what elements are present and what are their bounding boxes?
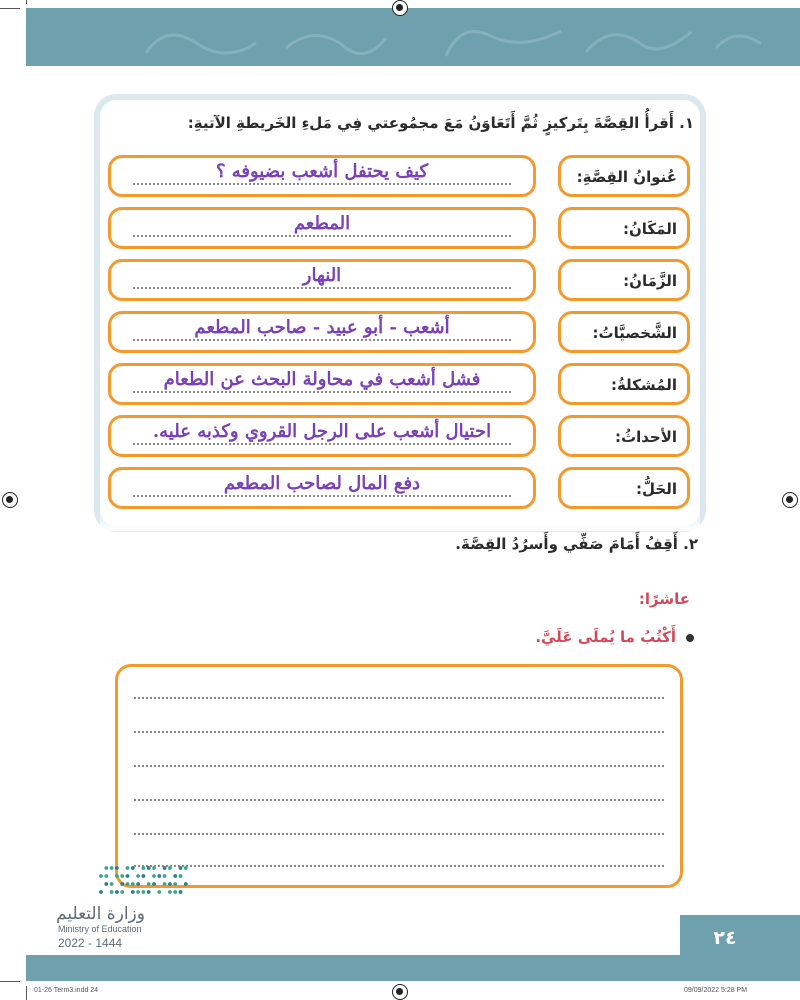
header-band (26, 8, 800, 66)
logo-dot (173, 890, 177, 894)
logo-dot (147, 866, 151, 870)
ministry-name-arabic: وزارة التعليم (56, 904, 145, 924)
label-problem: المُشكلةُ: (558, 363, 690, 405)
logo-dot (152, 866, 156, 870)
logo-dot (104, 882, 108, 886)
logo-dot (163, 874, 167, 878)
answer-text: فشل أشعب في محاولة البحث عن الطعام (163, 369, 481, 390)
logo-dot (152, 882, 156, 886)
label-time: الزَّمَانُ: (558, 259, 690, 301)
logo-dot (173, 882, 177, 886)
logo-dot (115, 866, 119, 870)
logo-dot (110, 890, 114, 894)
section-heading: عاشرًا: (638, 590, 690, 608)
logo-dot (126, 882, 130, 886)
answer-field-events[interactable] (108, 415, 536, 457)
writing-line[interactable] (134, 865, 664, 867)
footer-band (26, 955, 800, 981)
logo-dot (179, 874, 183, 878)
logo-dot (104, 874, 108, 878)
crop-mark (0, 8, 20, 9)
answer-field-characters[interactable] (108, 311, 536, 353)
logo-dot (142, 866, 146, 870)
answer-field-solution[interactable] (108, 467, 536, 509)
logo-dot (136, 890, 140, 894)
dictation-text: أَكْتُبُ ما يُملَى عَلَيَّ. (535, 628, 676, 646)
answer-field-time[interactable] (108, 259, 536, 301)
crop-mark (0, 981, 20, 982)
logo-dot (115, 890, 119, 894)
logo-dot (157, 874, 161, 878)
logo-dot (120, 874, 124, 878)
logo-dot (131, 882, 135, 886)
logo-dot (147, 882, 151, 886)
logo-dot (115, 874, 119, 878)
logo-dot (99, 890, 103, 894)
logo-dot (147, 890, 151, 894)
logo-dot (142, 890, 146, 894)
ministry-logo-icon (98, 864, 190, 898)
logo-dot (152, 874, 156, 878)
page-number: ٢٤ (713, 927, 737, 949)
logo-dot (142, 874, 146, 878)
answer-field-place[interactable] (108, 207, 536, 249)
writing-line[interactable] (134, 697, 664, 699)
crop-mark (26, 986, 27, 1000)
registration-mark-icon (392, 984, 408, 1000)
logo-dot (168, 866, 172, 870)
answer-text: أشعب - أبو عبيد - صاحب المطعم (194, 317, 450, 338)
writing-line[interactable] (134, 765, 664, 767)
logo-dot (163, 866, 167, 870)
answer-text: دفع المال لصاحب المطعم (223, 473, 421, 494)
registration-mark-icon (392, 0, 408, 16)
label-title: عُنوانُ القِصَّةِ: (558, 155, 690, 197)
logo-dot (179, 866, 183, 870)
logo-dot (104, 866, 108, 870)
logo-dot (126, 866, 130, 870)
logo-dot (136, 874, 140, 878)
logo-dot (179, 890, 183, 894)
dictation-writing-area[interactable] (115, 664, 683, 888)
crop-mark (26, 0, 27, 4)
bullet-icon (686, 634, 694, 642)
label-place: المَكَانُ: (558, 207, 690, 249)
registration-mark-icon (782, 492, 798, 508)
task-1-instruction: ١. أَقرأُ القِصَّةَ بِتَركيزٍ ثُمَّ أَتَعَاوَنُ مَعَ مجمُوعتي فِي مَلءِ الخَريطةِ الآتيةِ: (187, 114, 694, 132)
logo-dot (173, 874, 177, 878)
registration-mark-icon (2, 492, 18, 508)
logo-dot (168, 890, 172, 894)
logo-dot (157, 890, 161, 894)
task-2-instruction: ٢. أَقِفُ أَمَامَ صَفِّي وأَسرُدُ القِصَّةَ. (455, 535, 698, 553)
label-characters: الشَّخصيَّاتُ: (558, 311, 690, 353)
logo-dot (168, 882, 172, 886)
logo-dot (131, 866, 135, 870)
ministry-name-english: Ministry of Education (58, 924, 142, 934)
logo-dot (131, 890, 135, 894)
writing-line[interactable] (134, 799, 664, 801)
writing-line[interactable] (134, 833, 664, 835)
print-timestamp: 09/09/2022 5:28 PM (684, 987, 748, 994)
logo-dot (184, 882, 188, 886)
label-events: الأحداثُ: (558, 415, 690, 457)
calligraphy-pattern-icon (26, 8, 800, 66)
answer-text: المطعم (293, 213, 351, 234)
logo-dot (120, 882, 124, 886)
logo-dot (120, 890, 124, 894)
answer-field-problem[interactable] (108, 363, 536, 405)
logo-dot (110, 866, 114, 870)
logo-dot (184, 866, 188, 870)
print-file-info: 01-26 Term3.indd 24 (34, 987, 99, 994)
dictation-instruction (535, 628, 694, 646)
answer-field-title[interactable] (108, 155, 536, 197)
answer-text: النهار (302, 265, 342, 286)
logo-dot (126, 874, 130, 878)
label-solution: الحَلُّ: (558, 467, 690, 509)
logo-dot (136, 882, 140, 886)
answer-text: كيف يحتفل أشعب بضيوفه ؟ (215, 161, 429, 182)
logo-dot (110, 882, 114, 886)
logo-dot (99, 874, 103, 878)
writing-line[interactable] (134, 731, 664, 733)
ministry-year: 2022 - 1444 (58, 936, 123, 950)
logo-dot (163, 882, 167, 886)
answer-text: احتيال أشعب على الرجل القروي وكذبه عليه. (152, 421, 492, 442)
